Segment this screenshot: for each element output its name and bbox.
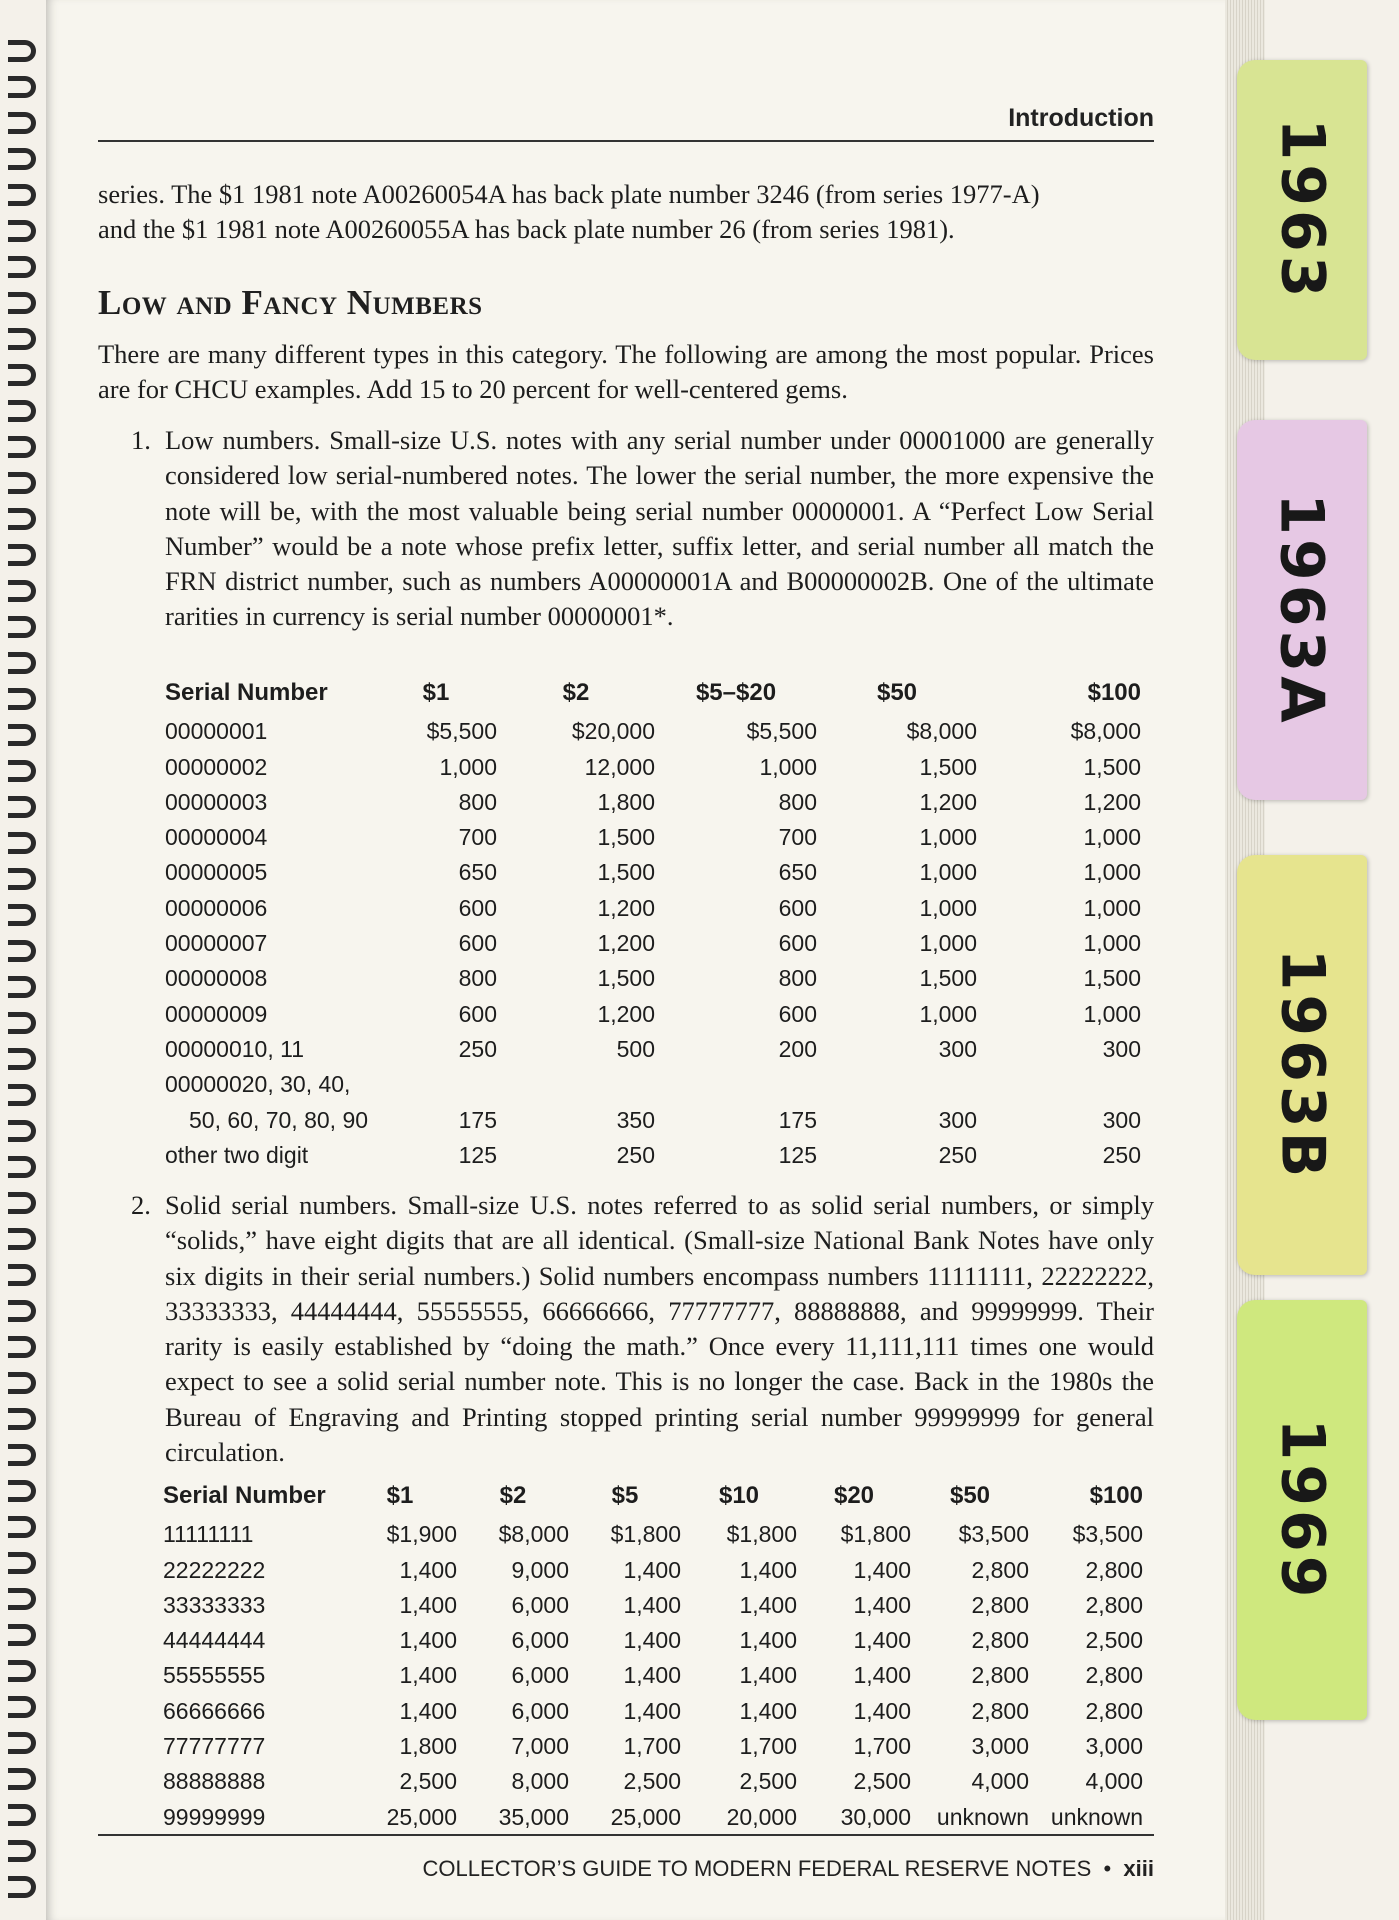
tab-label: 1963A	[1267, 493, 1337, 727]
table-cell: 00000020, 30, 40,	[165, 1071, 351, 1098]
table-cell-empty	[817, 1063, 977, 1098]
list-item-text: Low numbers. Small-size U.S. notes with any serial number under 00001000 are generally considered low serial-numbered notes. The lower the serial number, the more expensive the note will be, with the most valuable being serial number 00000001. A “Perfect Low Serial Number” would be a note whose prefix letter, suffix letter, and serial number all match the FRN district number, such as numbers A00000001A and B00000002B. One of the ultimate rarities in currency is serial number 00000001*.	[165, 425, 1154, 632]
table-cell: 1,000	[1083, 859, 1141, 886]
table-cell: 300	[938, 1106, 977, 1133]
table-cell: $1,900	[386, 1521, 457, 1548]
table-cell: 600	[778, 894, 817, 921]
table-cell: 250	[1102, 1141, 1141, 1168]
table-cell: 1,200	[597, 1000, 655, 1027]
table-cell: 3,000	[971, 1733, 1029, 1760]
binding-coil	[8, 112, 36, 134]
binding-coil	[8, 724, 36, 746]
table-cell: 650	[458, 859, 497, 886]
binding-coil	[8, 1876, 36, 1898]
binding-coil	[8, 508, 36, 530]
table-cell: 33333333	[163, 1591, 266, 1618]
table-cell: 175	[458, 1106, 497, 1133]
column-header: $2	[499, 1481, 527, 1509]
table-cell-empty	[655, 1063, 817, 1098]
binding-coil	[8, 1048, 36, 1070]
table-cell: 50, 60, 70, 80, 90	[189, 1106, 369, 1133]
footer-bullet: •	[1103, 1856, 1112, 1881]
table-cell: 600	[778, 930, 817, 957]
binding-coil	[8, 796, 36, 818]
column-header: $5–$20	[695, 678, 777, 706]
table-cell: 00000006	[165, 894, 268, 921]
table-cell: 1,700	[623, 1733, 681, 1760]
binding-coil	[8, 1408, 36, 1430]
table-cell: 6,000	[511, 1591, 569, 1618]
table-cell: 1,500	[1083, 753, 1141, 780]
table-cell: 1,400	[399, 1662, 457, 1689]
binding-coil	[8, 40, 36, 62]
table-cell: 175	[778, 1106, 817, 1133]
table-cell: 1,400	[739, 1662, 797, 1689]
binding-coil	[8, 1372, 36, 1394]
table-cell: 600	[458, 930, 497, 957]
table-cell: 1,500	[919, 753, 977, 780]
column-header: $100	[1087, 678, 1141, 706]
table-cell: 1,000	[919, 824, 977, 851]
table-cell: 1,500	[597, 859, 655, 886]
table-cell: 12,000	[584, 753, 655, 780]
table-cell: 20,000	[726, 1803, 797, 1830]
table-row	[165, 957, 1141, 992]
table-row	[165, 1134, 1141, 1169]
table-cell: 00000005	[165, 859, 268, 886]
table-cell: 1,500	[597, 824, 655, 851]
column-header: $1	[422, 678, 450, 706]
binding-coil	[8, 184, 36, 206]
binding-coil	[8, 472, 36, 494]
table-cell: 1,400	[623, 1697, 681, 1724]
table-cell: 4,000	[1085, 1768, 1143, 1795]
table-cell: 8,000	[511, 1768, 569, 1795]
table-cell: 00000003	[165, 788, 268, 815]
table-cell: 1,000	[919, 894, 977, 921]
table-cell: 00000007	[165, 930, 268, 957]
table-cell: $20,000	[571, 718, 655, 745]
binding-coil	[8, 1480, 36, 1502]
table-cell: 00000008	[165, 965, 268, 992]
table-cell: 88888888	[163, 1768, 266, 1795]
table-cell: 1,400	[623, 1591, 681, 1618]
table-cell: 2,800	[971, 1556, 1029, 1583]
table-cell: 1,500	[919, 965, 977, 992]
table-cell: 30,000	[840, 1803, 911, 1830]
table-cell: 1,400	[739, 1697, 797, 1724]
tab-label: 1969	[1267, 1418, 1337, 1602]
table-cell: 1,400	[399, 1697, 457, 1724]
table-cell: 1,200	[1083, 788, 1141, 815]
column-header: Serial Number	[165, 678, 328, 706]
table-cell: 1,000	[439, 753, 497, 780]
binding-coil	[8, 1840, 36, 1862]
table-cell: $5,500	[746, 718, 817, 745]
binding-coil	[8, 364, 36, 386]
table-cell: 3,000	[1085, 1733, 1143, 1760]
table-cell: 22222222	[163, 1556, 266, 1583]
table-cell: 2,500	[623, 1768, 681, 1795]
table-cell: 00000001	[165, 718, 268, 745]
table-cell: 650	[778, 859, 817, 886]
table-cell: 11111111	[163, 1521, 254, 1548]
table-cell: 6,000	[511, 1662, 569, 1689]
table-row	[165, 992, 1141, 1027]
table-cell: 00000004	[165, 824, 268, 851]
table-cell: 00000010, 11	[165, 1035, 304, 1062]
table-cell: 2,800	[971, 1591, 1029, 1618]
table-cell: 1,500	[597, 965, 655, 992]
table-cell: 2,800	[971, 1627, 1029, 1654]
table-cell: unknown	[936, 1803, 1029, 1830]
binding-coil	[8, 1300, 36, 1322]
table-row	[163, 1725, 1143, 1760]
table-cell: $1,800	[726, 1521, 797, 1548]
table-cell: 1,000	[759, 753, 817, 780]
header-rule	[98, 140, 1154, 142]
column-header: $5	[611, 1481, 639, 1509]
table-row	[163, 1513, 1143, 1548]
binding-coil	[8, 832, 36, 854]
table-cell: 00000002	[165, 753, 268, 780]
table-cell: 9,000	[511, 1556, 569, 1583]
table-cell: 4,000	[971, 1768, 1029, 1795]
table-cell-empty	[375, 1063, 497, 1098]
binding-coil	[8, 400, 36, 422]
table-cell: 600	[458, 894, 497, 921]
tab-label: 1963B	[1267, 948, 1338, 1182]
binding-coil	[8, 1552, 36, 1574]
table-cell: 1,400	[623, 1556, 681, 1583]
list-item-number: 1.	[131, 425, 151, 455]
column-header: $10	[718, 1481, 760, 1509]
table-cell: 1,400	[739, 1591, 797, 1618]
binding-coil	[8, 1768, 36, 1790]
tab-1963a[interactable]	[1237, 420, 1367, 800]
table-cell: 1,400	[739, 1627, 797, 1654]
binding-coil	[8, 868, 36, 890]
table-cell: $1,800	[610, 1521, 681, 1548]
table-cell: $1,800	[840, 1521, 911, 1548]
table-cell: 1,400	[853, 1556, 911, 1583]
binding-coil	[8, 1696, 36, 1718]
binding-coil	[8, 220, 36, 242]
table-cell: 25,000	[386, 1803, 457, 1830]
binding-coil	[8, 544, 36, 566]
binding-coil	[8, 1264, 36, 1286]
table-cell: 1,200	[919, 788, 977, 815]
table-cell: 1,400	[399, 1627, 457, 1654]
table-row	[165, 710, 1141, 745]
column-header: Serial Number	[163, 1481, 326, 1509]
table-cell: 1,400	[399, 1591, 457, 1618]
column-header: $1	[386, 1481, 414, 1509]
list-item-number: 2.	[131, 1190, 151, 1220]
binding-coil	[8, 976, 36, 998]
table-row	[165, 922, 1141, 957]
binding-coil	[8, 652, 36, 674]
table-row	[163, 1760, 1143, 1795]
table-cell: 1,400	[623, 1627, 681, 1654]
table-cell: 66666666	[163, 1697, 266, 1724]
table-cell: 00000009	[165, 1000, 268, 1027]
binding-coil	[8, 76, 36, 98]
binding-coil	[8, 1120, 36, 1142]
table-cell: 2,800	[1085, 1662, 1143, 1689]
binding-coil	[8, 292, 36, 314]
binding-coil	[8, 1228, 36, 1250]
table-cell: $8,000	[498, 1521, 569, 1548]
table-row	[165, 1098, 1141, 1133]
table-cell: 1,000	[919, 1000, 977, 1027]
table-cell: 350	[616, 1106, 655, 1133]
table-cell-empty	[497, 1063, 655, 1098]
table-cell: 1,400	[853, 1591, 911, 1618]
footer-rule	[98, 1834, 1154, 1836]
low-numbers-table	[165, 675, 1141, 1169]
table-cell: 250	[616, 1141, 655, 1168]
table-cell: 2,800	[1085, 1556, 1143, 1583]
table-cell: 1,400	[853, 1697, 911, 1724]
table-cell: 1,400	[853, 1662, 911, 1689]
table-cell: 55555555	[163, 1662, 266, 1689]
table-cell: 35,000	[498, 1803, 569, 1830]
table-cell: 1,000	[919, 859, 977, 886]
binding-coil	[8, 616, 36, 638]
table-cell: 1,000	[1083, 894, 1141, 921]
binding-coil	[8, 256, 36, 278]
binding-coil	[8, 904, 36, 926]
table-cell: 2,500	[399, 1768, 457, 1795]
column-header: $50	[949, 1481, 991, 1509]
intro-line-1: series. The $1 1981 note A00260054A has back plate number 3246 (from series 1977-A)	[98, 179, 1040, 209]
table-cell: 44444444	[163, 1627, 266, 1654]
binding-coil	[8, 328, 36, 350]
table-cell: 250	[458, 1035, 497, 1062]
table-cell: 2,800	[1085, 1697, 1143, 1724]
table-row	[165, 1063, 1141, 1098]
column-header: $100	[1089, 1481, 1143, 1509]
column-header: $50	[876, 678, 918, 706]
table-cell: 800	[778, 965, 817, 992]
table-cell: $3,500	[958, 1521, 1029, 1548]
table-cell: 600	[458, 1000, 497, 1027]
table-cell: 2,500	[739, 1768, 797, 1795]
table-cell: 125	[778, 1141, 817, 1168]
table-row	[163, 1795, 1143, 1830]
table-cell: other two digit	[165, 1141, 309, 1168]
binding-coil	[8, 1516, 36, 1538]
tab-label: 1963	[1267, 118, 1337, 302]
page-footer	[398, 1856, 1154, 1882]
binding-coil	[8, 1732, 36, 1754]
intro-line-2: and the $1 1981 note A00260055A has back plate number 26 (from series 1981).	[98, 214, 955, 244]
binding-coil	[8, 1444, 36, 1466]
table-row	[165, 781, 1141, 816]
running-head: Introduction	[1008, 104, 1154, 132]
table-cell: 1,000	[919, 930, 977, 957]
table-cell: 1,400	[853, 1627, 911, 1654]
table-cell: unknown	[1050, 1803, 1143, 1830]
solid-numbers-table	[163, 1478, 1143, 1831]
table-cell: 800	[458, 965, 497, 992]
table-cell: 6,000	[511, 1697, 569, 1724]
binding-coil	[8, 436, 36, 458]
table-cell: 125	[458, 1141, 497, 1168]
table-cell: $8,000	[906, 718, 977, 745]
table-cell: 25,000	[610, 1803, 681, 1830]
binding-coil	[8, 1660, 36, 1682]
table-row	[163, 1548, 1143, 1583]
table-header-row	[163, 1478, 1143, 1513]
table-cell: 6,000	[511, 1627, 569, 1654]
table-cell: 1,000	[1083, 930, 1141, 957]
column-header: $20	[833, 1481, 875, 1509]
table-cell: 700	[778, 824, 817, 851]
table-cell: 99999999	[163, 1803, 266, 1830]
table-cell: 800	[778, 788, 817, 815]
tab-1963[interactable]	[1237, 60, 1367, 360]
binding-coil	[8, 1336, 36, 1358]
page-number: xiii	[1123, 1856, 1154, 1881]
table-cell: 1,700	[739, 1733, 797, 1760]
table-cell: 2,800	[971, 1697, 1029, 1724]
binding-coil	[8, 760, 36, 782]
table-cell: 1,400	[399, 1556, 457, 1583]
table-cell: 200	[778, 1035, 817, 1062]
section-heading: Low and Fancy Numbers	[98, 283, 483, 322]
table-cell: 2,500	[853, 1768, 911, 1795]
table-cell: $8,000	[1070, 718, 1141, 745]
binding-coil	[8, 148, 36, 170]
table-cell: 1,400	[623, 1662, 681, 1689]
binding-coil	[8, 1156, 36, 1178]
table-row	[165, 816, 1141, 851]
table-row	[165, 851, 1141, 886]
table-row	[165, 1028, 1141, 1063]
table-cell: $3,500	[1072, 1521, 1143, 1548]
table-row	[165, 886, 1141, 921]
table-cell: 1,400	[739, 1556, 797, 1583]
table-cell: 1,800	[597, 788, 655, 815]
binding-coil	[8, 1624, 36, 1646]
table-row	[165, 745, 1141, 780]
section-intro: There are many different types in this category. The following are among the most popular. Prices are for CHCU examples. Add 15 to 20 percent for well-centered gems.	[98, 339, 1154, 404]
binding-coil	[8, 940, 36, 962]
table-cell: 300	[938, 1035, 977, 1062]
table-cell: 2,500	[1085, 1627, 1143, 1654]
binding-coil	[8, 1804, 36, 1826]
tab-1969[interactable]	[1237, 1300, 1367, 1720]
table-cell: 250	[938, 1141, 977, 1168]
list-item-text: Solid serial numbers. Small-size U.S. notes referred to as solid serial numbers, or simply “solids,” have eight digits that are all identical. (Small-size National Bank Notes have only six digits in their serial numbers.) Solid numbers encompass numbers 11111111, 22222222, 33333333, 44444444, 55555555, 66666666, 77777777, 88888888, and 99999999. Their rarity is easily established by “doing the math.” Once every 11,111,111 times one would expect to see a solid serial number note. This is no longer the case. Back in the 1980s the Bureau of Engraving and Printing stopped printing serial number 99999999 for general circulation.	[165, 1190, 1154, 1468]
table-cell: 7,000	[511, 1733, 569, 1760]
table-cell-empty	[977, 1063, 1141, 1098]
binding-coil	[8, 688, 36, 710]
table-cell: 1,800	[399, 1733, 457, 1760]
table-cell: 600	[778, 1000, 817, 1027]
table-row	[163, 1619, 1143, 1654]
table-cell: 300	[1102, 1106, 1141, 1133]
binding-coil	[8, 580, 36, 602]
table-header-row	[165, 675, 1141, 710]
table-cell: 1,200	[597, 894, 655, 921]
table-cell: 2,800	[971, 1662, 1029, 1689]
table-cell: 1,200	[597, 930, 655, 957]
footer-title: COLLECTOR’S GUIDE TO MODERN FEDERAL RESERVE NOTES	[422, 1856, 1092, 1881]
table-cell: 1,000	[1083, 1000, 1141, 1027]
table-cell: 500	[616, 1035, 655, 1062]
tab-1963b[interactable]	[1237, 855, 1367, 1275]
table-cell: 77777777	[163, 1733, 266, 1760]
table-cell: 700	[458, 824, 497, 851]
table-cell: 1,500	[1083, 965, 1141, 992]
table-cell: $5,500	[426, 718, 497, 745]
table-cell: 1,700	[853, 1733, 911, 1760]
table-row	[163, 1689, 1143, 1724]
table-cell: 2,800	[1085, 1591, 1143, 1618]
column-header: $2	[562, 678, 590, 706]
binding-coil	[8, 1012, 36, 1034]
binding-coil	[8, 1192, 36, 1214]
binding-coil	[8, 1588, 36, 1610]
binding-coil	[8, 1084, 36, 1106]
table-cell: 1,000	[1083, 824, 1141, 851]
table-row	[163, 1584, 1143, 1619]
table-row	[163, 1654, 1143, 1689]
table-cell: 300	[1102, 1035, 1141, 1062]
table-cell: 800	[458, 788, 497, 815]
